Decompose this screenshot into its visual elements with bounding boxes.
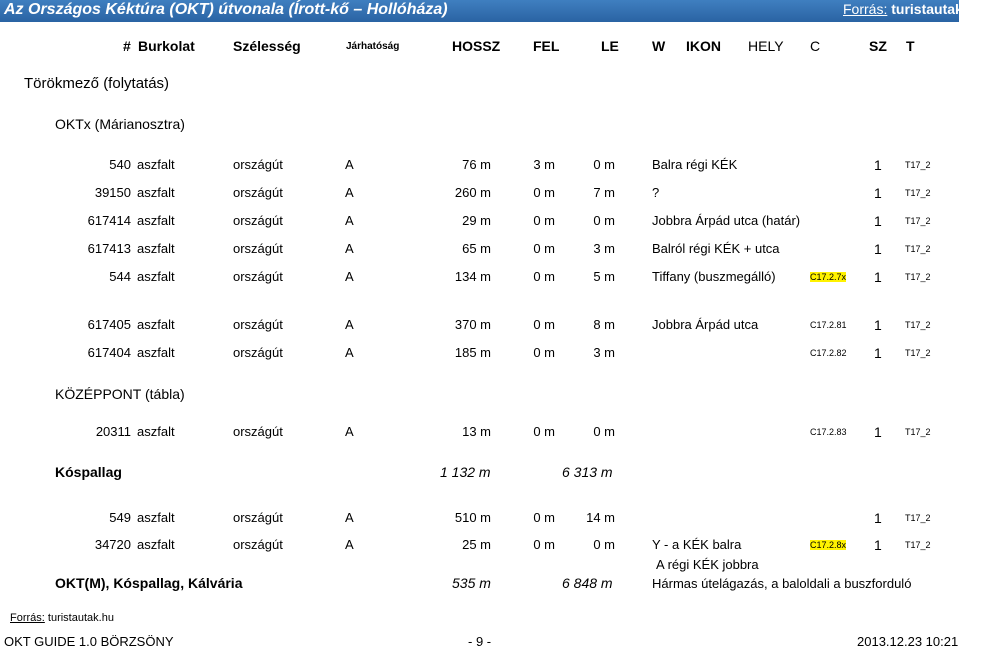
row-c: 1	[874, 317, 882, 333]
row-surface: aszfalt	[137, 241, 175, 256]
row-t: T17_2	[905, 188, 931, 198]
row-length: 510 m	[454, 510, 491, 525]
summary-kospallag-length: 1 132 m	[440, 464, 491, 480]
row-c: 1	[874, 537, 882, 553]
row-length: 185 m	[454, 345, 491, 360]
row-id: 34720	[94, 537, 131, 552]
header-surface: Burkolat	[138, 38, 195, 54]
row-place-code: C17.2.7x	[810, 272, 847, 282]
row-description: Jobbra Árpád utca (határ)	[652, 213, 801, 228]
row-passability: A	[345, 317, 354, 332]
header-length: HOSSZ	[452, 38, 501, 54]
row-surface: aszfalt	[137, 317, 175, 332]
row-width: országút	[233, 213, 283, 228]
header-passability: Járhatóság	[346, 41, 400, 52]
row-passability: A	[345, 157, 354, 172]
row-up: 0 m	[533, 537, 555, 552]
row-passability: A	[345, 213, 354, 228]
row-id: 20311	[95, 424, 131, 439]
row-c: 1	[874, 510, 882, 526]
summary-kalvaria-name: OKT(M), Kóspallag, Kálvária	[55, 575, 243, 591]
row-t: T17_2	[905, 320, 931, 330]
row-width: országút	[233, 510, 283, 525]
subsection-oktx: OKTx (Márianosztra)	[55, 116, 185, 132]
row-up: 0 m	[533, 213, 555, 228]
row-id: 549	[109, 510, 131, 525]
summary-kalvaria-total: 6 848 m	[562, 575, 613, 591]
section-kozeppont: KÖZÉPPONT (tábla)	[55, 386, 185, 402]
header-sz: SZ	[869, 38, 887, 54]
header-t: T	[906, 38, 915, 54]
row-c: 1	[874, 269, 882, 285]
row-length: 29 m	[462, 213, 491, 228]
row-passability: A	[345, 424, 354, 439]
source-bottom	[10, 612, 114, 624]
row-passability: A	[345, 269, 354, 284]
row-t: T17_2	[905, 244, 931, 254]
row-id: 617414	[87, 213, 131, 228]
row-description: ?	[652, 185, 660, 200]
summary-kospallag-total: 6 313 m	[562, 464, 613, 480]
row-surface: aszfalt	[137, 185, 175, 200]
row-width: országút	[233, 537, 283, 552]
row-surface: aszfalt	[137, 537, 175, 552]
row-up: 0 m	[533, 345, 555, 360]
row-up: 3 m	[533, 157, 555, 172]
summary-kalvaria-note1: A régi KÉK jobbra	[656, 557, 759, 572]
header-width: Szélesség	[233, 38, 301, 54]
row-width: országút	[233, 317, 283, 332]
row-t: T17_2	[905, 540, 931, 550]
row-passability: A	[345, 537, 354, 552]
footer-datetime: 2013.12.23 10:21	[857, 634, 959, 649]
row-id: 617404	[87, 345, 131, 360]
row-length: 65 m	[462, 241, 491, 256]
row-width: országút	[233, 345, 283, 360]
summary-kalvaria-note2: Hármas útelágazás, a baloldali a buszforduló	[652, 576, 912, 591]
row-place-code: C17.2.83	[810, 427, 847, 437]
row-surface: aszfalt	[137, 345, 175, 360]
row-width: országút	[233, 157, 283, 172]
row-id: 617405	[87, 317, 131, 332]
row-c: 1	[874, 345, 882, 361]
row-t: T17_2	[905, 160, 931, 170]
row-up: 0 m	[533, 317, 555, 332]
row-surface: aszfalt	[137, 510, 175, 525]
row-length: 76 m	[462, 157, 491, 172]
document-title: Az Országos Kéktúra (OKT) útvonala (Írott-kő – Hollóháza)	[4, 1, 448, 18]
row-up: 0 m	[533, 269, 555, 284]
row-width: országút	[233, 241, 283, 256]
header-down: LE	[601, 38, 619, 54]
row-description: Balra régi KÉK	[652, 157, 738, 172]
row-length: 25 m	[462, 537, 491, 552]
row-id: 540	[109, 157, 131, 172]
row-up: 0 m	[533, 241, 555, 256]
row-up: 0 m	[533, 185, 555, 200]
row-length: 134 m	[454, 269, 491, 284]
header-number: #	[123, 38, 131, 54]
row-length: 260 m	[454, 185, 491, 200]
row-id: 39150	[94, 185, 131, 200]
row-down: 0 m	[593, 537, 615, 552]
row-down: 8 m	[593, 317, 615, 332]
row-place-code: C17.2.82	[810, 348, 847, 358]
row-down: 0 m	[593, 213, 615, 228]
row-t: T17_2	[905, 272, 931, 282]
row-c: 1	[874, 213, 882, 229]
row-t: T17_2	[905, 216, 931, 226]
row-down: 5 m	[593, 269, 615, 284]
header-place: HELY	[748, 38, 784, 54]
row-up: 0 m	[533, 424, 555, 439]
row-down: 7 m	[593, 185, 615, 200]
source-top-value: turistautak.hu	[891, 1, 984, 17]
row-up: 0 m	[533, 510, 555, 525]
row-t: T17_2	[905, 348, 931, 358]
row-c: 1	[874, 157, 882, 173]
row-width: országút	[233, 185, 283, 200]
row-place-code: C17.2.81	[810, 320, 847, 330]
header-w: W	[652, 38, 666, 54]
source-bottom-value: turistautak.hu	[47, 612, 114, 624]
footer-left: OKT GUIDE 1.0 BÖRZSÖNY	[4, 634, 174, 649]
row-surface: aszfalt	[137, 213, 175, 228]
row-passability: A	[345, 185, 354, 200]
row-down: 3 m	[593, 241, 615, 256]
row-surface: aszfalt	[137, 269, 175, 284]
row-surface: aszfalt	[137, 424, 175, 439]
row-width: országút	[233, 424, 283, 439]
row-description: Jobbra Árpád utca	[652, 317, 759, 332]
row-id: 617413	[87, 241, 131, 256]
row-surface: aszfalt	[137, 157, 175, 172]
row-down: 0 m	[593, 157, 615, 172]
row-c: 1	[874, 185, 882, 201]
row-passability: A	[345, 241, 354, 256]
source-top-link[interactable]: Forrás:	[843, 1, 888, 17]
row-c: 1	[874, 424, 882, 440]
header-up: FEL	[533, 38, 560, 54]
summary-kalvaria-length: 535 m	[452, 575, 491, 591]
row-length: 13 m	[462, 424, 491, 439]
row-description: Tiffany (buszmegálló)	[652, 269, 776, 284]
row-t: T17_2	[905, 427, 931, 437]
summary-kospallag-name: Kóspallag	[55, 464, 122, 480]
source-top	[843, 1, 984, 17]
row-down: 3 m	[593, 345, 615, 360]
row-down: 14 m	[586, 510, 615, 525]
header-icon: IKON	[686, 38, 721, 54]
row-description: Y - a KÉK balra	[652, 537, 742, 552]
row-c: 1	[874, 241, 882, 257]
row-id: 544	[109, 269, 131, 284]
row-length: 370 m	[454, 317, 491, 332]
row-passability: A	[345, 345, 354, 360]
row-description: Balról régi KÉK + utca	[652, 241, 780, 256]
source-bottom-link[interactable]: Forrás:	[10, 612, 45, 624]
footer-page: - 9 -	[468, 634, 492, 649]
section-title-torokmezo: Törökmező (folytatás)	[24, 75, 170, 92]
header-c: C	[810, 38, 821, 54]
row-width: országút	[233, 269, 283, 284]
row-place-code: C17.2.8x	[810, 540, 847, 550]
row-down: 0 m	[593, 424, 615, 439]
row-t: T17_2	[905, 513, 931, 523]
row-passability: A	[345, 510, 354, 525]
